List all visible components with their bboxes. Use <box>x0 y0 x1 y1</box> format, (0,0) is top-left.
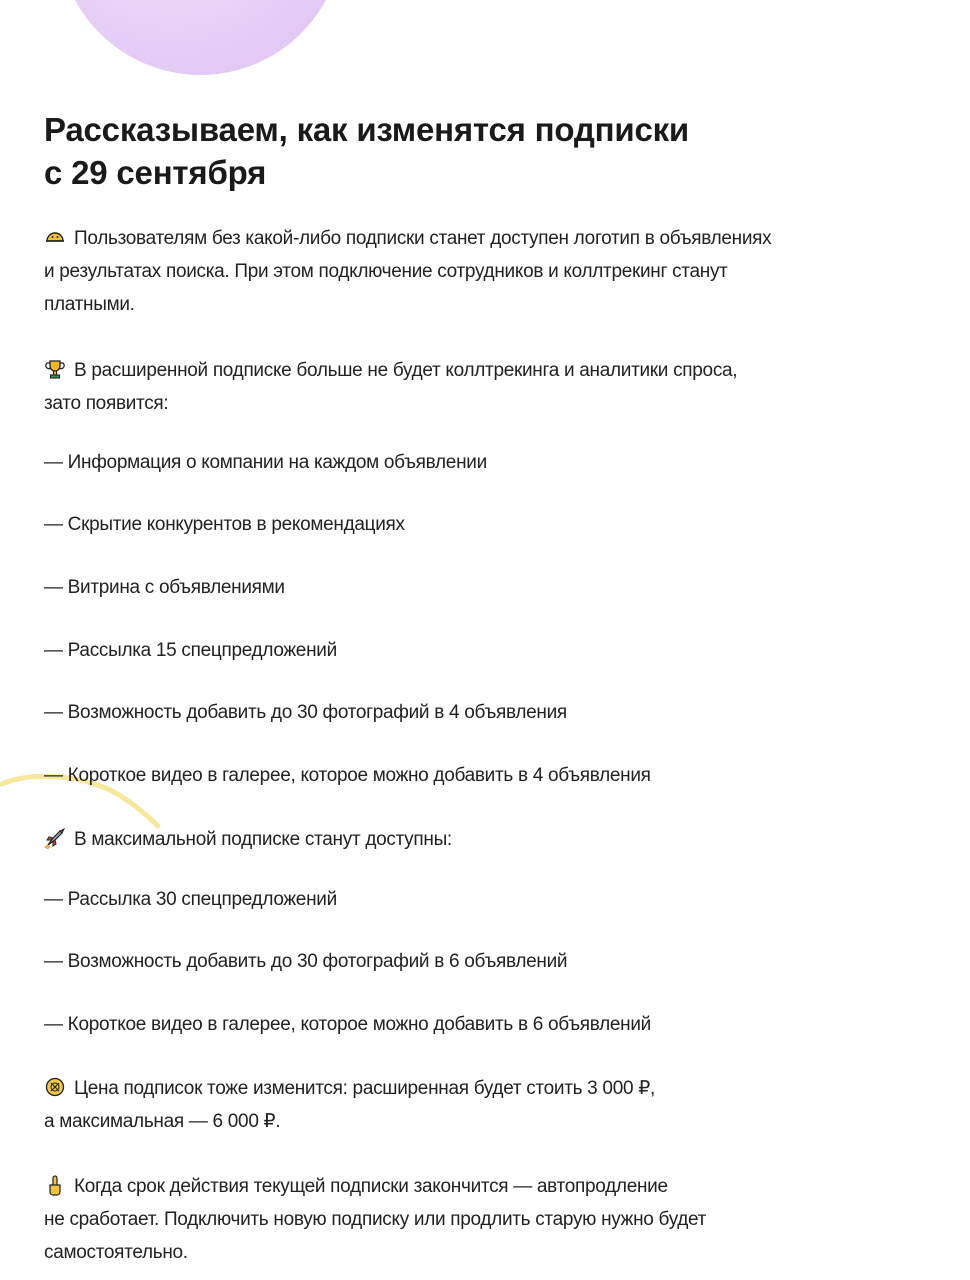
paragraph-line: В расширенной подписке больше не будет коллтрекинга и аналитики спроса, <box>44 354 944 387</box>
list-item: — Короткое видео в галерее, которое можно добавить в 6 объявлений <box>44 1014 651 1035</box>
paragraph-line: В максимальной подписке станут доступны: <box>44 823 944 856</box>
title-line-1: Рассказываем, как изменятся подписки <box>44 111 690 148</box>
price-paragraph <box>44 1072 944 1138</box>
paragraph-line: Когда срок действия текущей подписки закончится — автопродление <box>44 1170 944 1203</box>
paragraph-line: не сработает. Подключить новую подписку или продлить старую нужно будет <box>44 1209 707 1230</box>
list-item: — Информация о компании на каждом объявлении <box>44 452 487 473</box>
rocket-icon <box>44 827 66 849</box>
trophy-icon <box>44 358 66 380</box>
paragraph-line: самостоятельно. <box>44 1242 188 1263</box>
paragraph-line: зато появится: <box>44 393 169 414</box>
list-item: — Короткое видео в галерее, которое можно добавить в 4 объявления <box>44 765 651 786</box>
paragraph-line: а максимальная — 6 000 ₽. <box>44 1111 281 1132</box>
pointing-finger-icon <box>44 1174 66 1196</box>
decorative-purple-circle <box>58 0 343 75</box>
list-item: — Витрина с объявлениями <box>44 577 285 598</box>
renewal-paragraph <box>44 1170 944 1269</box>
page-title <box>44 108 924 194</box>
paragraph-line: и результатах поиска. При этом подключение сотрудников и коллтрекинг станут <box>44 261 728 282</box>
paragraph-line: Цена подписок тоже изменится: расширенная будет стоить 3 000 ₽, <box>44 1072 944 1105</box>
free-tier-paragraph <box>44 222 944 321</box>
list-item: — Возможность добавить до 30 фотографий в 4 объявления <box>44 702 567 723</box>
list-item: — Возможность добавить до 30 фотографий в 6 объявлений <box>44 951 568 972</box>
coin-icon <box>44 1076 66 1098</box>
list-item: — Рассылка 30 спецпредложений <box>44 889 337 910</box>
paragraph-line: Пользователям без какой-либо подписки станет доступен логотип в объявлениях <box>44 222 944 255</box>
max-subscription-paragraph <box>44 823 944 856</box>
extended-subscription-paragraph <box>44 354 944 420</box>
list-item: — Скрытие конкурентов в рекомендациях <box>44 514 405 535</box>
paragraph-line: платными. <box>44 294 135 315</box>
title-line-2: с 29 сентября <box>44 154 267 191</box>
sun-with-face-icon <box>44 226 66 248</box>
list-item: — Рассылка 15 спецпредложений <box>44 640 337 661</box>
